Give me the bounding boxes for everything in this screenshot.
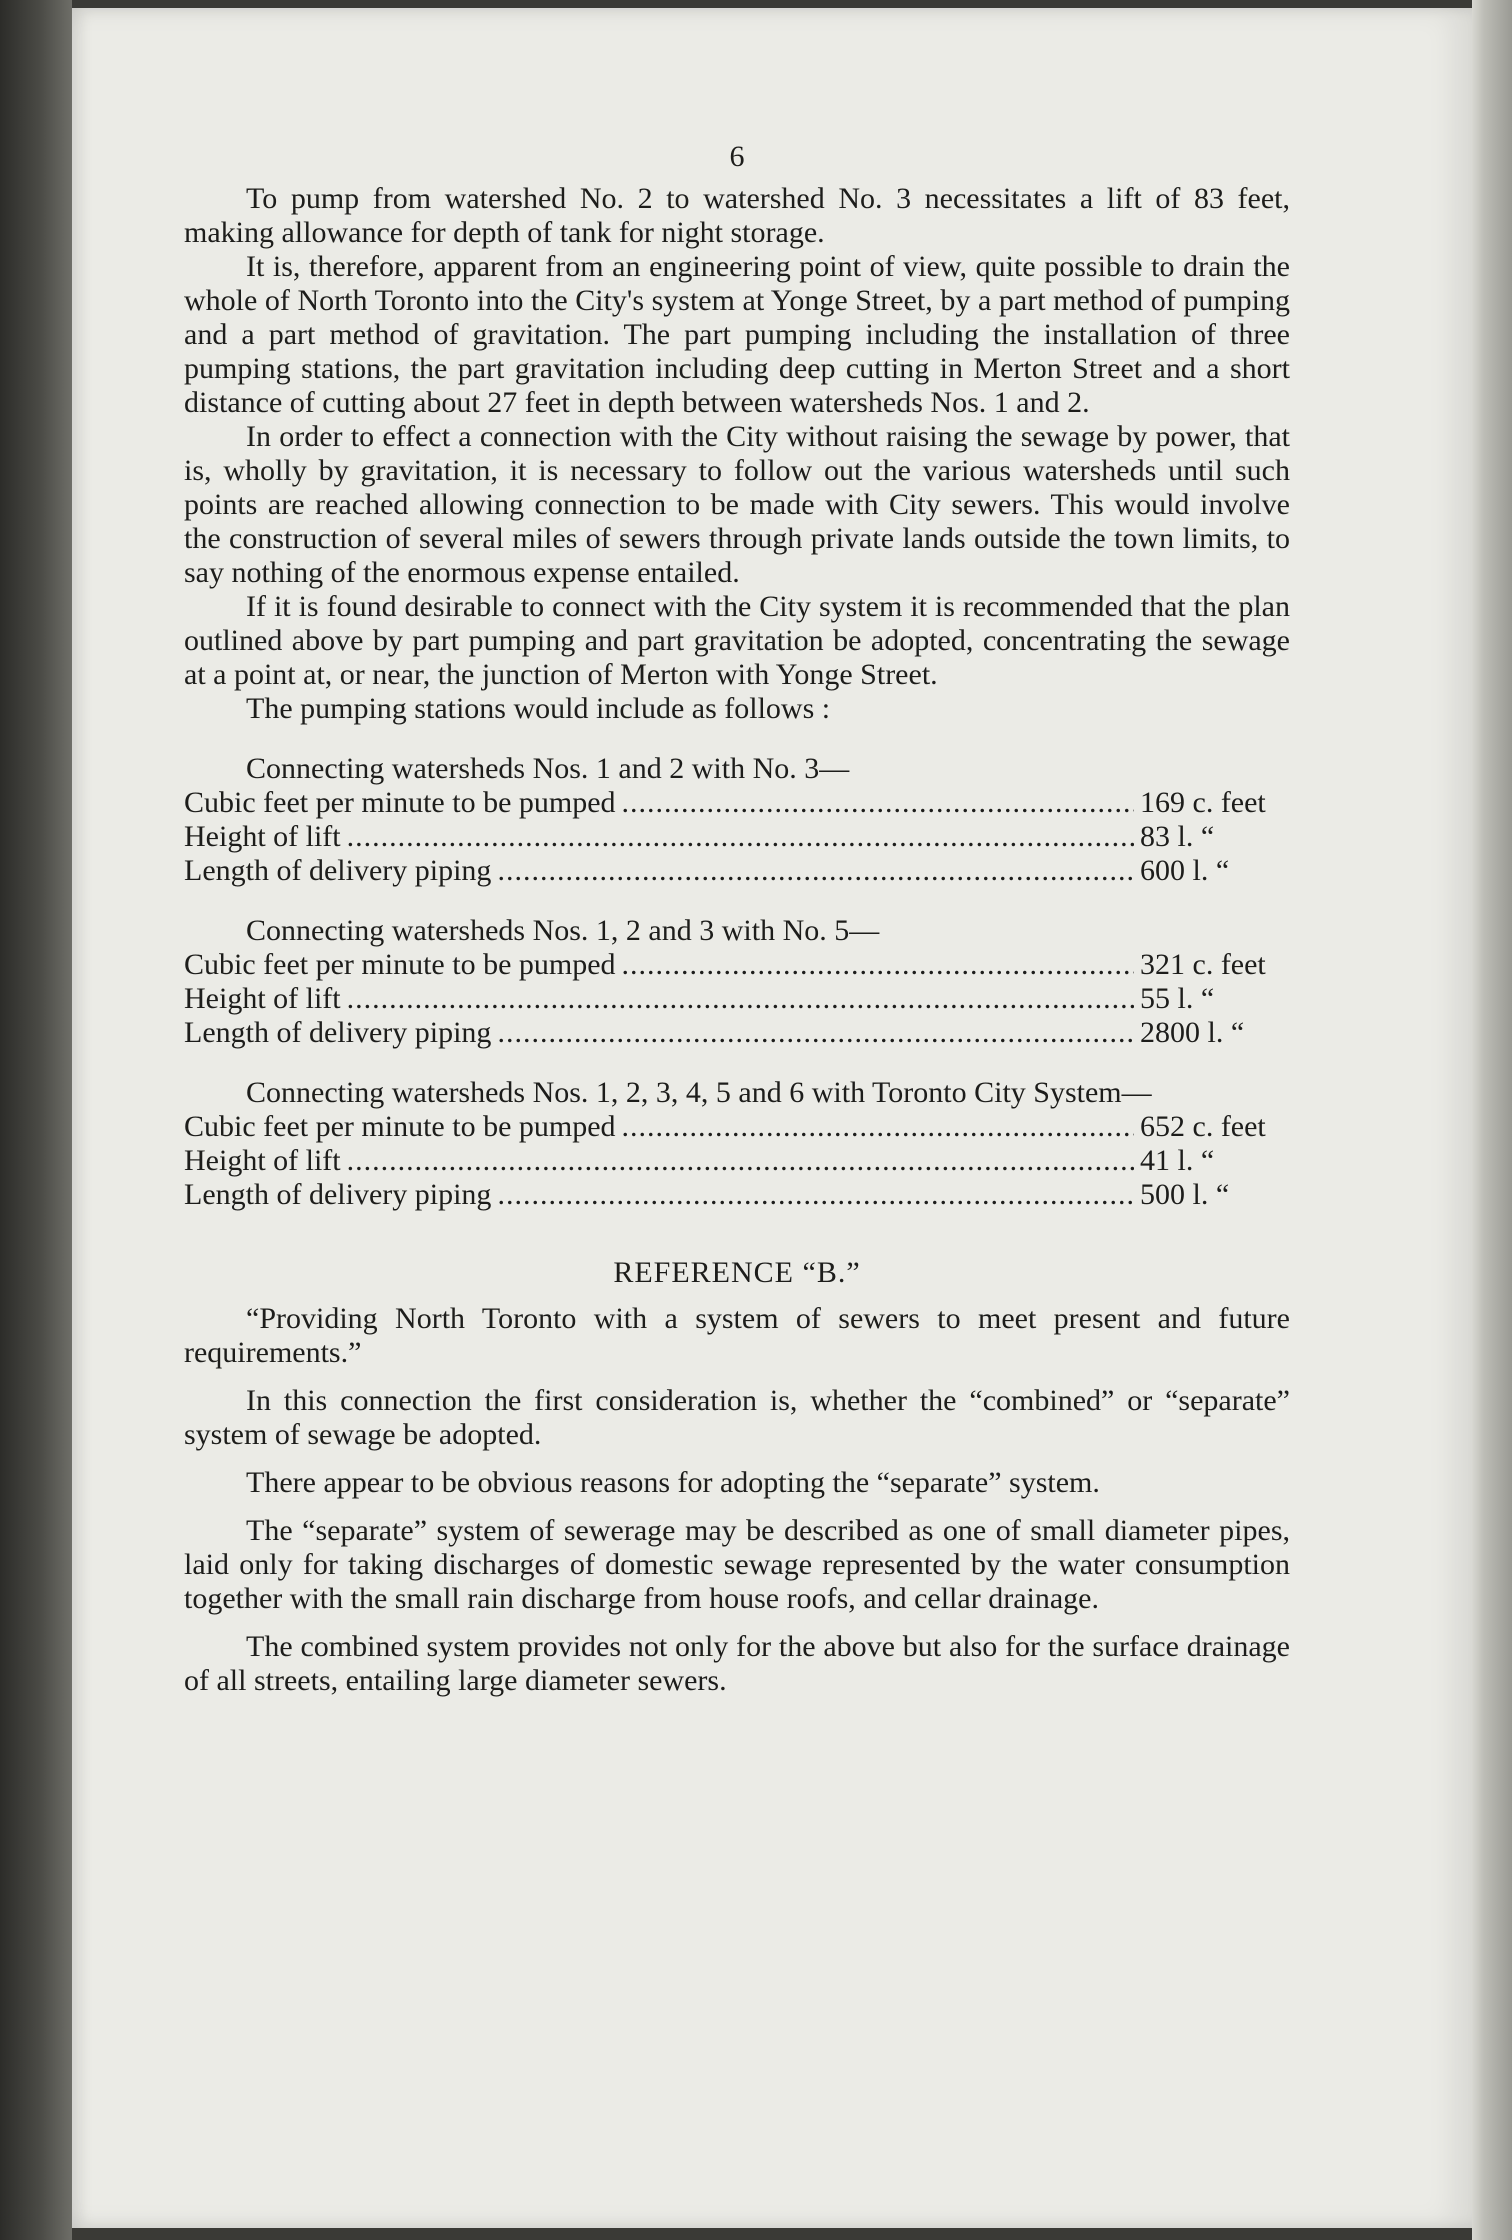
dot-leader — [347, 820, 1134, 854]
row-value: 500 l. “ — [1140, 1178, 1230, 1211]
row-label: Length of delivery piping — [184, 1016, 492, 1049]
row-label: Height of lift — [184, 1144, 341, 1177]
dot-leader — [497, 854, 1134, 888]
book-spine-left — [0, 0, 72, 2240]
station-heading: Connecting watersheds Nos. 1, 2, 3, 4, 5 and 6 with Toronto City System— — [246, 1076, 1152, 1109]
paragraph: “Providing North Toronto with a system of sewers to meet present and future requirements.” — [184, 1302, 1290, 1369]
row-value: 55 l. “ — [1140, 982, 1215, 1015]
row-value: 2800 l. “ — [1140, 1016, 1245, 1049]
dot-leader — [622, 1110, 1134, 1144]
paragraph: The “separate” system of sewerage may be described as one of small diameter pipes, laid only for taking discharges of domestic sewage represented by the water consumption together with the small rain discharge from house roofs, and cellar drainage. — [184, 1514, 1290, 1615]
row-label: Cubic feet per minute to be pumped — [184, 948, 616, 981]
row-label: Cubic feet per minute to be pumped — [184, 786, 616, 819]
paragraph: If it is found desirable to connect with the City system it is recommended that the plan outlined above by part pumping and part gravitation be adopted, concentrating the sewage at a point at, or near, the junction of Merton with Yonge Street. — [184, 590, 1290, 691]
paragraph: To pump from watershed No. 2 to watershed No. 3 necessitates a lift of 83 feet, making allowance for depth of tank for night storage. — [184, 182, 1290, 249]
paragraph: It is, therefore, apparent from an engineering point of view, quite possible to drain the whole of North Toronto into the City's system at Yonge Street, by a part method of pumping and a part method of gravitation. The part pumping including the installation of three pumping stations, the part gravitation including deep cutting in Merton Street and a short distance of cutting about 27 feet in depth between watersheds Nos. 1 and 2. — [184, 250, 1290, 419]
row-value: 169 c. feet — [1140, 786, 1266, 819]
table-row — [184, 1016, 1290, 1050]
paragraph: In order to effect a connection with the City without raising the sewage by power, that is, wholly by gravitation, it is necessary to follow out the various watersheds until such points are reached allowing connection to be made with City sewers. This would involve the construction of several miles of sewers through private lands outside the town limits, to say nothing of the enormous expense entailed. — [184, 420, 1290, 589]
table-row — [184, 982, 1290, 1016]
row-label: Height of lift — [184, 820, 341, 853]
page-number: 6 — [729, 140, 745, 173]
dot-leader — [497, 1016, 1134, 1050]
reference-heading: REFERENCE “B.” — [613, 1256, 861, 1289]
row-value: 321 c. feet — [1140, 948, 1266, 981]
row-value: 41 l. “ — [1140, 1144, 1215, 1177]
paragraph: There appear to be obvious reasons for adopting the “separate” system. — [246, 1466, 1100, 1499]
paragraph: In this connection the first consideration is, whether the “combined” or “separate” system of sewage be adopted. — [184, 1384, 1290, 1451]
row-label: Height of lift — [184, 982, 341, 1015]
dot-leader — [497, 1178, 1134, 1212]
dot-leader — [347, 982, 1134, 1016]
row-value: 83 l. “ — [1140, 820, 1215, 853]
row-value: 652 c. feet — [1140, 1110, 1266, 1143]
table-row — [184, 948, 1290, 982]
table-row — [184, 1144, 1290, 1178]
table-row — [184, 1178, 1290, 1212]
row-label: Length of delivery piping — [184, 854, 492, 887]
dot-leader — [622, 948, 1134, 982]
station-heading: Connecting watersheds Nos. 1 and 2 with No. 3— — [246, 752, 850, 785]
station-heading: Connecting watersheds Nos. 1, 2 and 3 with No. 5— — [246, 914, 880, 947]
paragraph: The pumping stations would include as follows : — [246, 692, 831, 725]
dot-leader — [622, 786, 1134, 820]
dot-leader — [347, 1144, 1134, 1178]
table-row — [184, 820, 1290, 854]
row-value: 600 l. “ — [1140, 854, 1230, 887]
table-row — [184, 854, 1290, 888]
page-text — [184, 140, 1290, 1698]
table-row — [184, 1110, 1290, 1144]
table-row — [184, 786, 1290, 820]
row-label: Length of delivery piping — [184, 1178, 492, 1211]
pumping-station-table — [184, 752, 1290, 1212]
paragraph: The combined system provides not only for the above but also for the surface drainage of all streets, entailing large diameter sewers. — [184, 1630, 1290, 1697]
row-label: Cubic feet per minute to be pumped — [184, 1110, 616, 1143]
book-edge-right — [1472, 0, 1512, 2240]
